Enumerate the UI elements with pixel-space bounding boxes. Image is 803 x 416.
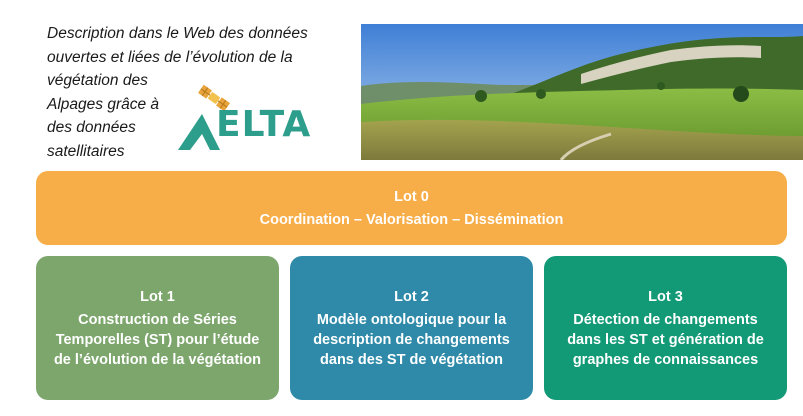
description-line: satellitaires	[47, 142, 125, 160]
lot-3-title: Lot 3	[648, 288, 683, 305]
alpine-landscape-photo	[361, 24, 803, 160]
lot-2-line: Modèle ontologique pour la	[316, 311, 507, 328]
lot-1-title: Lot 1	[140, 288, 175, 305]
lot-0-title: Lot 0	[394, 188, 429, 205]
description-line: Description dans le Web des données	[47, 25, 308, 42]
lot-3-box	[544, 256, 787, 400]
lot-3-line: Détection de changements	[573, 311, 758, 328]
lot-1-line: Construction de Séries	[78, 311, 237, 328]
description-line: des données	[47, 119, 136, 137]
lot-0-line: Coordination – Valorisation – Dissémination	[259, 211, 564, 228]
delta-logo	[176, 82, 356, 158]
lot-2-title: Lot 2	[394, 288, 429, 305]
description-line: végétation des	[47, 72, 148, 90]
description-line: Alpages grâce à	[47, 95, 160, 113]
lot-3-line: graphes de connaissances	[572, 351, 759, 368]
logo-wordmark: ELTA	[216, 104, 312, 145]
lot-2-box	[290, 256, 533, 400]
lot-3-line: dans les ST et génération de	[567, 331, 764, 348]
lot-0-box	[36, 171, 787, 245]
description-line: ouvertes et liées de l’évolution de la	[47, 48, 293, 66]
lot-2-line: dans des ST de végétation	[320, 351, 503, 368]
lot-1-box	[36, 256, 279, 400]
lot-2-line: description de changements	[313, 331, 510, 348]
lot-1-line: de l’évolution de la végétation	[53, 351, 262, 368]
lot-1-line: Temporelles (ST) pour l’étude	[55, 331, 260, 348]
